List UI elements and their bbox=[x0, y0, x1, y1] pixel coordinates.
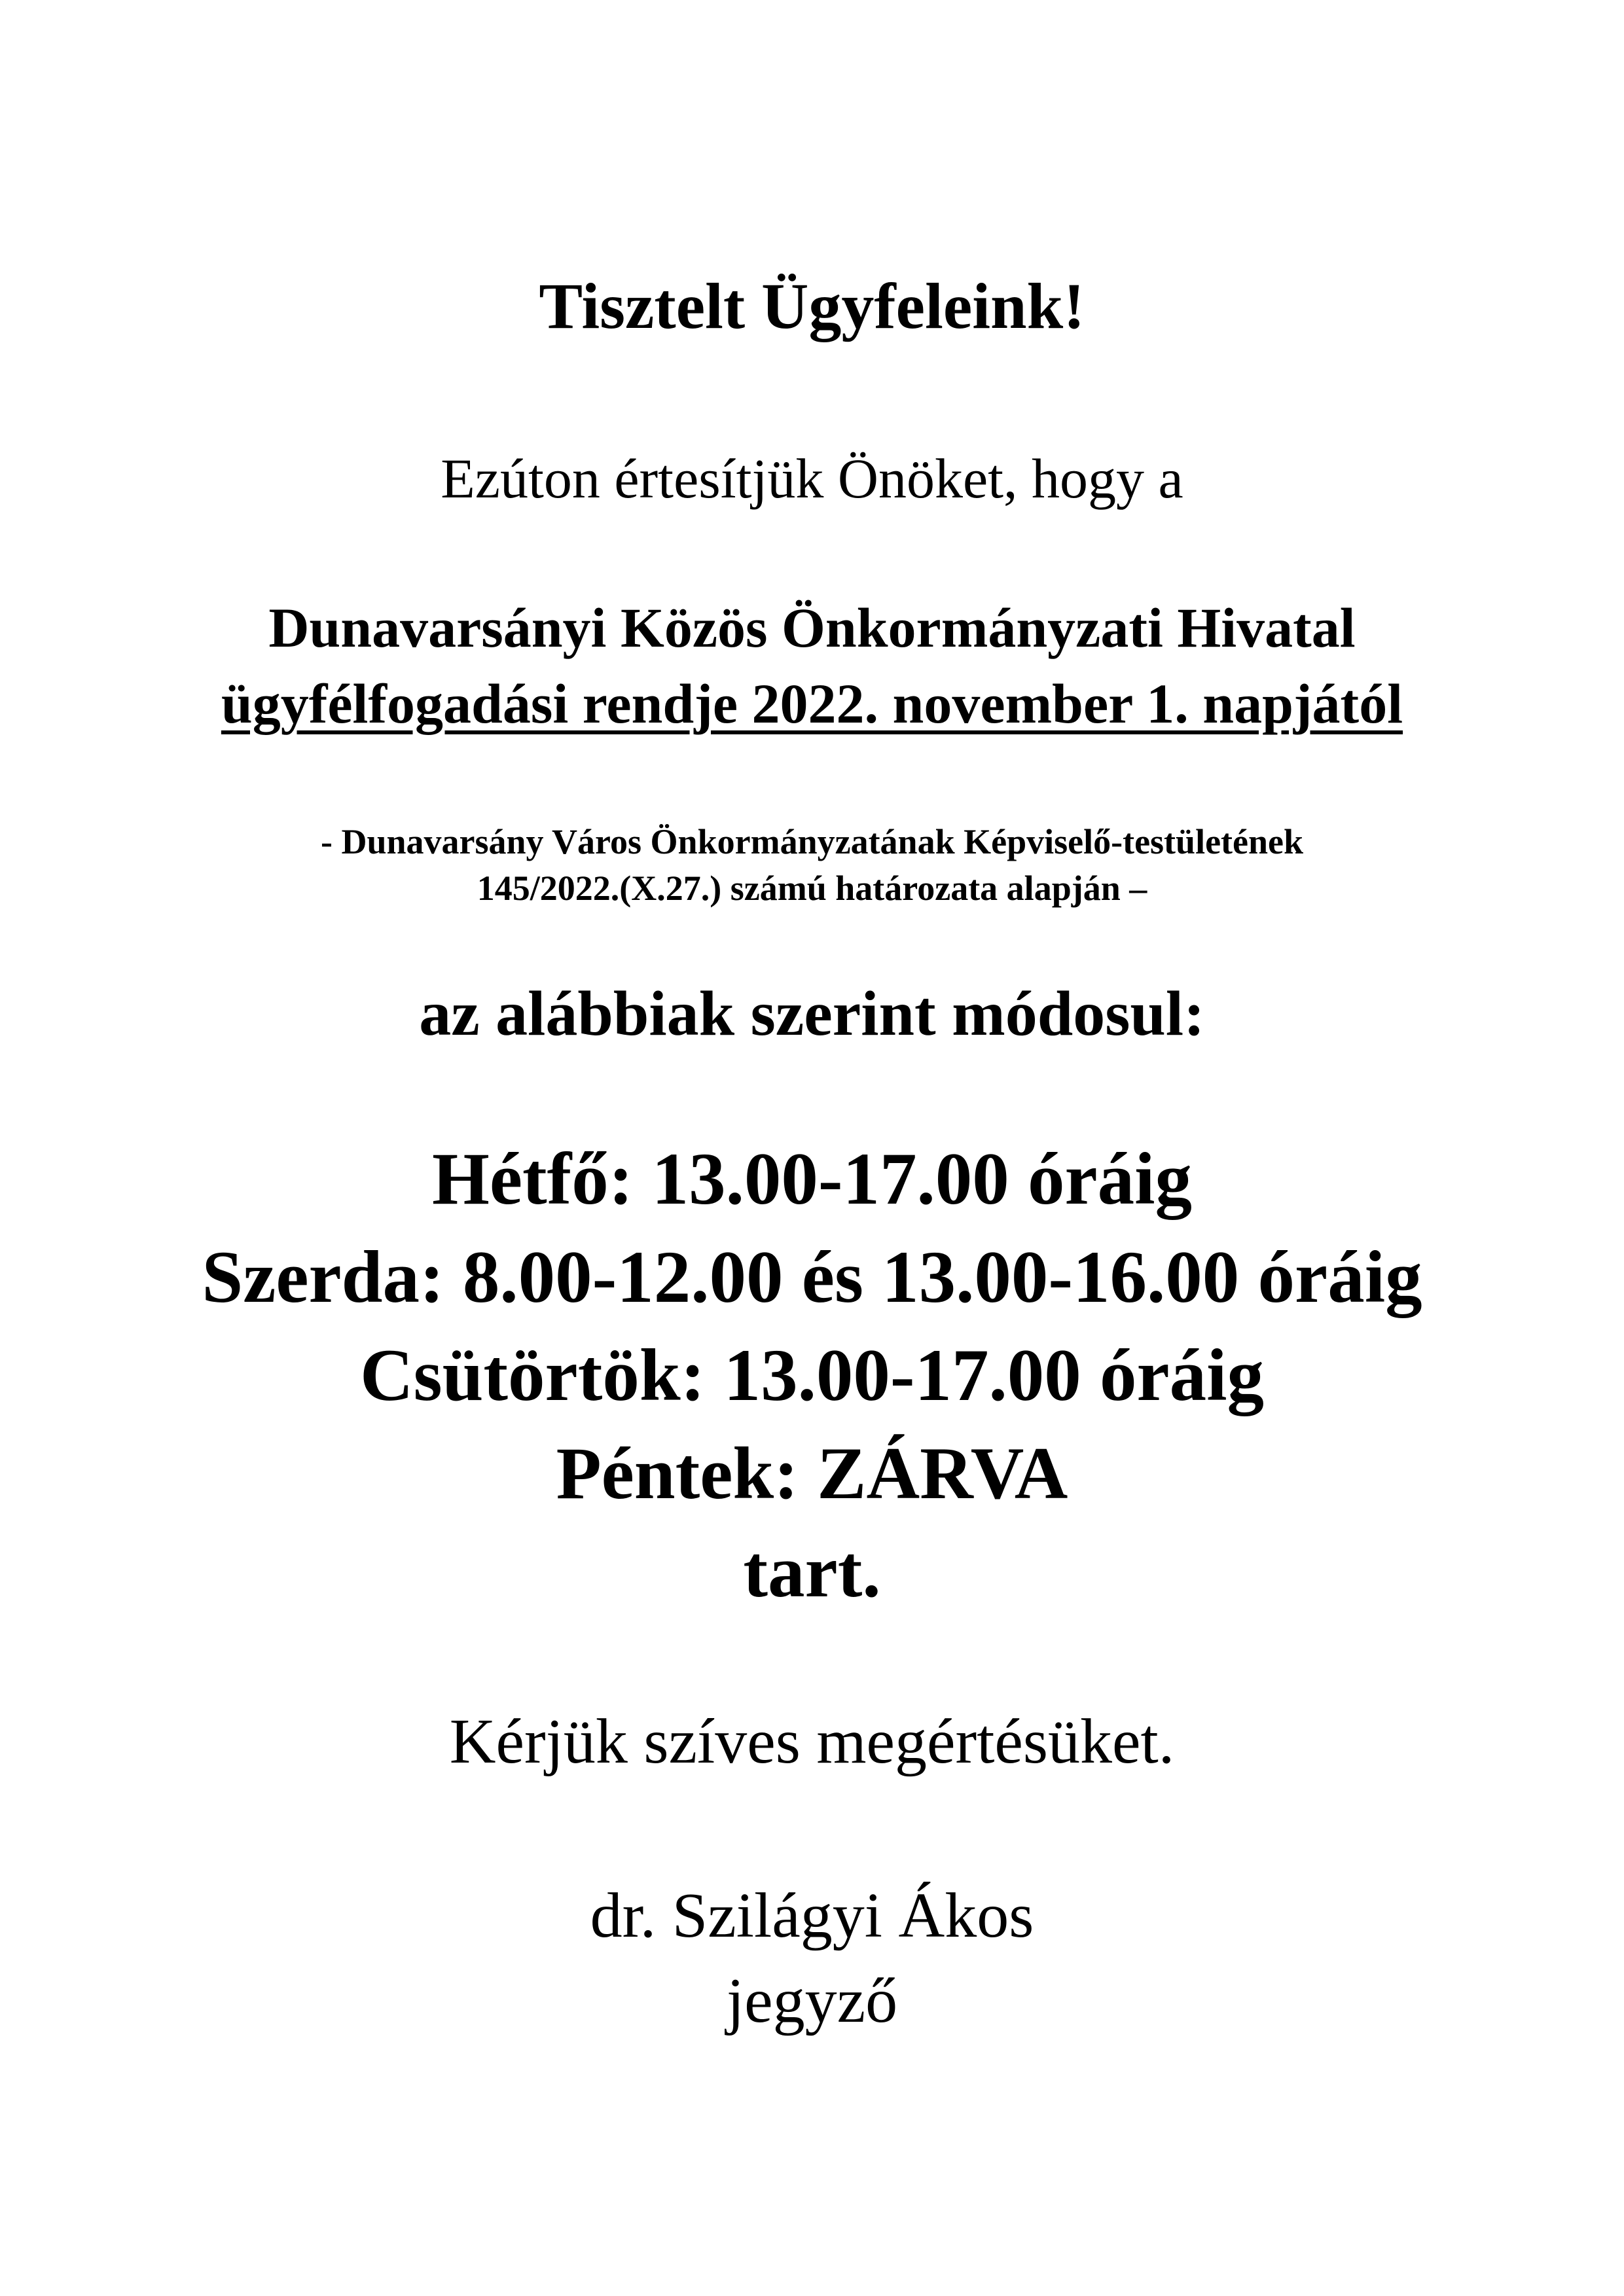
effective-date-line: ügyfélfogadási rendje 2022. november 1. napjától bbox=[221, 672, 1403, 735]
schedule-thursday: Csütörtök: 13.00-17.00 óráig bbox=[360, 1335, 1264, 1416]
office-name: Dunavarsányi Közös Önkormányzati Hivatal bbox=[268, 596, 1356, 659]
schedule-wednesday: Szerda: 8.00-12.00 és 13.00-16.00 óráig bbox=[202, 1236, 1422, 1318]
decision-reference-line-2: 145/2022.(X.27.) számú határozata alapján – bbox=[477, 869, 1147, 908]
signer-name: dr. Szilágyi Ákos bbox=[590, 1880, 1034, 1951]
change-intro: az alábbiak szerint módosul: bbox=[419, 978, 1205, 1049]
schedule-end: tart. bbox=[743, 1531, 881, 1613]
signer-title: jegyző bbox=[726, 1965, 898, 2036]
decision-reference-line-1: - Dunavarsány Város Önkormányzatának Képviselő-testületének bbox=[320, 822, 1304, 861]
schedule-friday: Péntek: ZÁRVA bbox=[556, 1433, 1068, 1515]
schedule-monday: Hétfő: 13.00-17.00 óráig bbox=[431, 1138, 1193, 1220]
closing-text: Kérjük szíves megértésüket. bbox=[449, 1706, 1175, 1777]
greeting-heading: Tisztelt Ügyfeleink! bbox=[539, 270, 1085, 342]
intro-text: Ezúton értesítjük Önöket, hogy a bbox=[441, 447, 1183, 510]
